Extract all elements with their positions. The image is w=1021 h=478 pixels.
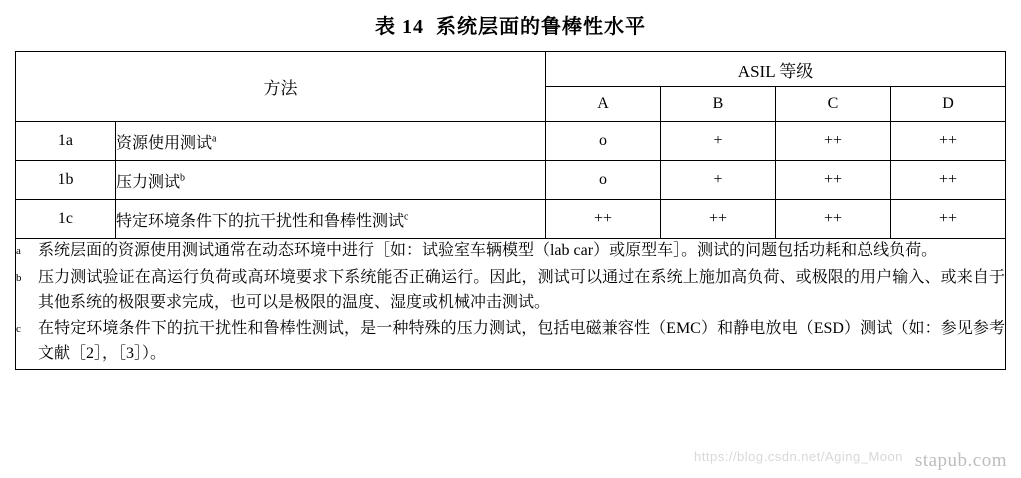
header-level-a: A <box>545 87 660 122</box>
table-title-number: 表 14 <box>375 16 424 38</box>
row-id: 1b <box>15 161 115 200</box>
table-row <box>15 161 1005 200</box>
header-level-c: C <box>775 87 890 122</box>
table-notes-row <box>15 239 1005 370</box>
footnote-text: 压力测试验证在高运行负荷或高环境要求下系统能否正确运行。因此，测试可以通过在系统上施加高负荷、或极限的用户输入、或来自于其他系统的极限要求完成，也可以是极限的温度、湿度或机械冲击测试。 <box>37 268 1006 311</box>
row-description-sup: c <box>404 211 409 223</box>
row-description-text: 特定环境条件下的抗干扰性和鲁棒性测试 <box>115 212 404 230</box>
table-row <box>15 200 1005 239</box>
row-value-a: o <box>545 122 660 161</box>
footnote-c <box>16 317 1005 367</box>
row-value-d: ++ <box>890 161 1005 200</box>
row-value-b: + <box>660 161 775 200</box>
row-description-text: 资源使用测试 <box>115 134 212 152</box>
footnote-a <box>16 239 1005 264</box>
row-value-a: o <box>545 161 660 200</box>
header-method: 方法 <box>15 52 545 122</box>
row-value-d: ++ <box>890 122 1005 161</box>
row-description <box>115 122 545 161</box>
table-row <box>15 122 1005 161</box>
table-header-row-1 <box>15 52 1005 87</box>
row-value-c: ++ <box>775 161 890 200</box>
header-level-b: B <box>660 87 775 122</box>
header-level-d: D <box>890 87 1005 122</box>
footnote-mark: b <box>15 271 22 284</box>
row-description <box>115 161 545 200</box>
header-asil: ASIL 等级 <box>545 52 1005 87</box>
row-description <box>115 200 545 239</box>
row-value-b: ++ <box>660 200 775 239</box>
footnote-text: 系统层面的资源使用测试通常在动态环境中进行［如：试验室车辆模型（lab car）或原型车］。测试的问题包括功耗和总线负荷。 <box>37 242 938 259</box>
table-notes <box>15 239 1005 370</box>
robustness-table <box>15 51 1006 370</box>
table-title-text: 系统层面的鲁棒性水平 <box>436 16 646 38</box>
row-description-sup: b <box>180 172 185 184</box>
footnote-text: 在特定环境条件下的抗干扰性和鲁棒性测试，是一种特殊的压力测试，包括电磁兼容性（EMC）和静电放电（ESD）测试（如：参见参考文献［2］，［3］）。 <box>37 320 1006 363</box>
row-description-sup: a <box>212 133 217 145</box>
watermark-url: https://blog.csdn.net/Aging_Moon <box>694 449 903 464</box>
row-value-b: + <box>660 122 775 161</box>
row-value-a: ++ <box>545 200 660 239</box>
row-value-c: ++ <box>775 200 890 239</box>
table-title <box>0 0 1021 51</box>
row-value-d: ++ <box>890 200 1005 239</box>
row-id: 1a <box>15 122 115 161</box>
footnote-mark: a <box>15 245 21 257</box>
row-description-text: 压力测试 <box>115 173 180 191</box>
footnote-mark: c <box>15 323 21 336</box>
watermark-logo: stapub.com <box>914 450 1007 471</box>
footnote-b <box>16 266 1005 316</box>
row-value-c: ++ <box>775 122 890 161</box>
row-id: 1c <box>15 200 115 239</box>
